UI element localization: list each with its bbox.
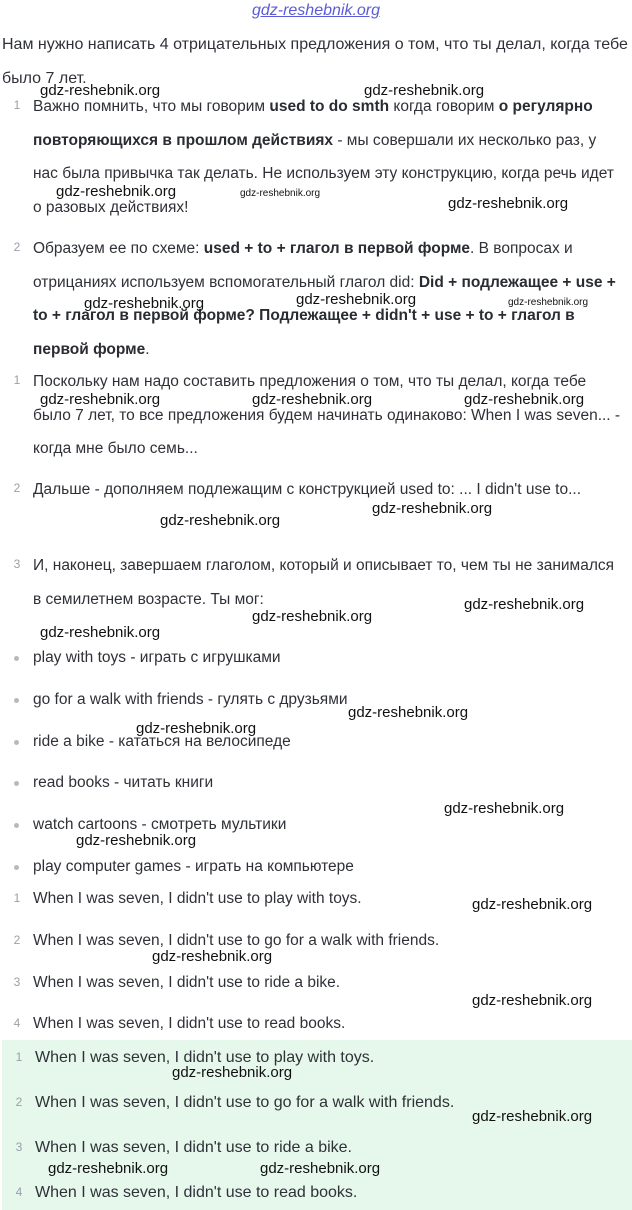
example-text: When I was seven, I didn't use to read books.	[33, 1015, 346, 1032]
answer-text: When I was seven, I didn't use to read books.	[35, 1184, 358, 1201]
example-text: When I was seven, I didn't use to ride a bike.	[33, 974, 341, 991]
step-number: 3	[13, 557, 21, 571]
rule-text-bold: used + to + глагол в первой форме	[203, 240, 471, 257]
bullet-icon	[14, 656, 19, 661]
watermark: gdz-reshebnik.org	[464, 596, 585, 613]
watermark: gdz-reshebnik.org	[464, 391, 585, 408]
rule-number: 2	[13, 240, 21, 254]
watermark: gdz-reshebnik.org	[56, 183, 177, 200]
answer-number: 4	[15, 1185, 23, 1199]
option-text: ride a bike - кататься на велосипеде	[33, 733, 291, 750]
watermark: gdz-reshebnik.org	[364, 82, 485, 99]
step-text: Поскольку нам надо составить предложения о том, что ты делал, когда тебе было 7 лет, то все предложения будем начинать одинаково: When I was seven... - когда мне было семь...	[33, 373, 621, 457]
watermark: gdz-reshebnik.org	[240, 188, 321, 199]
watermark: gdz-reshebnik.org	[152, 948, 273, 965]
watermark: gdz-reshebnik.org	[448, 195, 569, 212]
option-text: play computer games - играть на компьютере	[33, 858, 354, 875]
answer-number: 1	[15, 1050, 23, 1064]
watermark: gdz-reshebnik.org	[508, 297, 589, 308]
watermark: gdz-reshebnik.org	[296, 291, 417, 308]
watermark: gdz-reshebnik.org	[252, 391, 373, 408]
watermark: gdz-reshebnik.org	[348, 704, 469, 721]
step-text: И, наконец, завершаем глаголом, который и описывает то, чем ты не занимался в семилетнем возрасте. Ты мог:	[33, 557, 615, 608]
rule-text-part: когда говорим	[389, 98, 499, 115]
bullet-icon	[14, 823, 19, 828]
answer-number: 2	[15, 1095, 23, 1109]
watermark: gdz-reshebnik.org	[252, 608, 373, 625]
example-number: 1	[13, 891, 21, 905]
watermark: gdz-reshebnik.org	[40, 391, 161, 408]
rule-text-part: .	[145, 340, 150, 358]
watermark: gdz-reshebnik.org	[76, 832, 197, 849]
rule-text-part: . В вопросах и отрицаниях используем вспомогательный глагол did:	[33, 240, 573, 291]
bullet-icon	[14, 781, 19, 786]
site-header-link[interactable]: gdz-reshebnik.org	[251, 2, 381, 19]
option-text: play with toys - играть с игрушками	[33, 649, 281, 666]
watermark: gdz-reshebnik.org	[444, 800, 565, 817]
watermark: gdz-reshebnik.org	[472, 896, 593, 913]
step-number: 1	[13, 373, 21, 387]
watermark: gdz-reshebnik.org	[40, 82, 161, 99]
answer-text: When I was seven, I didn't use to go for a walk with friends.	[35, 1094, 455, 1111]
example-number: 2	[13, 933, 21, 947]
bullet-icon	[14, 865, 19, 870]
option-text: go for a walk with friends - гулять с друзьями	[33, 691, 348, 708]
rule-text-bold: used to do smth	[269, 98, 390, 115]
answer-text: When I was seven, I didn't use to play with toys.	[35, 1049, 375, 1066]
option-text: read books - читать книги	[33, 774, 214, 791]
watermark: gdz-reshebnik.org	[472, 992, 593, 1009]
bullet-icon	[14, 740, 19, 745]
example-text: When I was seven, I didn't use to play with toys.	[33, 890, 362, 907]
bullet-icon	[14, 698, 19, 703]
rule-text-bold: Did + подлежащее + use + to + глагол в первой форме? Подлежащее + didn't + use + to + глагол в первой форме	[33, 273, 616, 358]
rule-text-part: Образуем ее по схеме:	[33, 240, 204, 257]
watermark: gdz-reshebnik.org	[172, 1064, 293, 1081]
watermark: gdz-reshebnik.org	[48, 1160, 169, 1177]
answer-text: When I was seven, I didn't use to ride a bike.	[35, 1139, 352, 1156]
rule-text-part: Важно помнить, что мы говорим	[33, 98, 270, 115]
watermark: gdz-reshebnik.org	[472, 1108, 593, 1125]
answer-number: 3	[15, 1140, 23, 1154]
example-number: 3	[13, 975, 21, 989]
step-text: Дальше - дополняем подлежащим с конструкцией used to: ... I didn't use to...	[33, 481, 582, 498]
watermark: gdz-reshebnik.org	[160, 512, 281, 529]
rule-text-part: - мы совершали их несколько раз, у нас была привычка так делать. Не используем эту конструкцию, когда речь идет о разовых действиях!	[33, 131, 614, 216]
task-intro: Нам нужно написать 4 отрицательных предложения о том, что ты делал, когда тебе было 7 лет.	[2, 36, 628, 87]
step-number: 2	[13, 481, 21, 495]
watermark: gdz-reshebnik.org	[260, 1160, 381, 1177]
rule-number: 1	[13, 98, 21, 112]
watermark: gdz-reshebnik.org	[136, 720, 257, 737]
example-number: 4	[13, 1016, 21, 1030]
rule-text-bold: о регулярно повторяющихся в прошлом действиях	[33, 98, 593, 149]
example-text: When I was seven, I didn't use to go for a walk with friends.	[33, 932, 440, 949]
watermark: gdz-reshebnik.org	[84, 295, 205, 312]
option-text: watch cartoons - смотреть мультики	[33, 816, 287, 833]
watermark: gdz-reshebnik.org	[372, 500, 493, 517]
watermark: gdz-reshebnik.org	[40, 624, 161, 641]
